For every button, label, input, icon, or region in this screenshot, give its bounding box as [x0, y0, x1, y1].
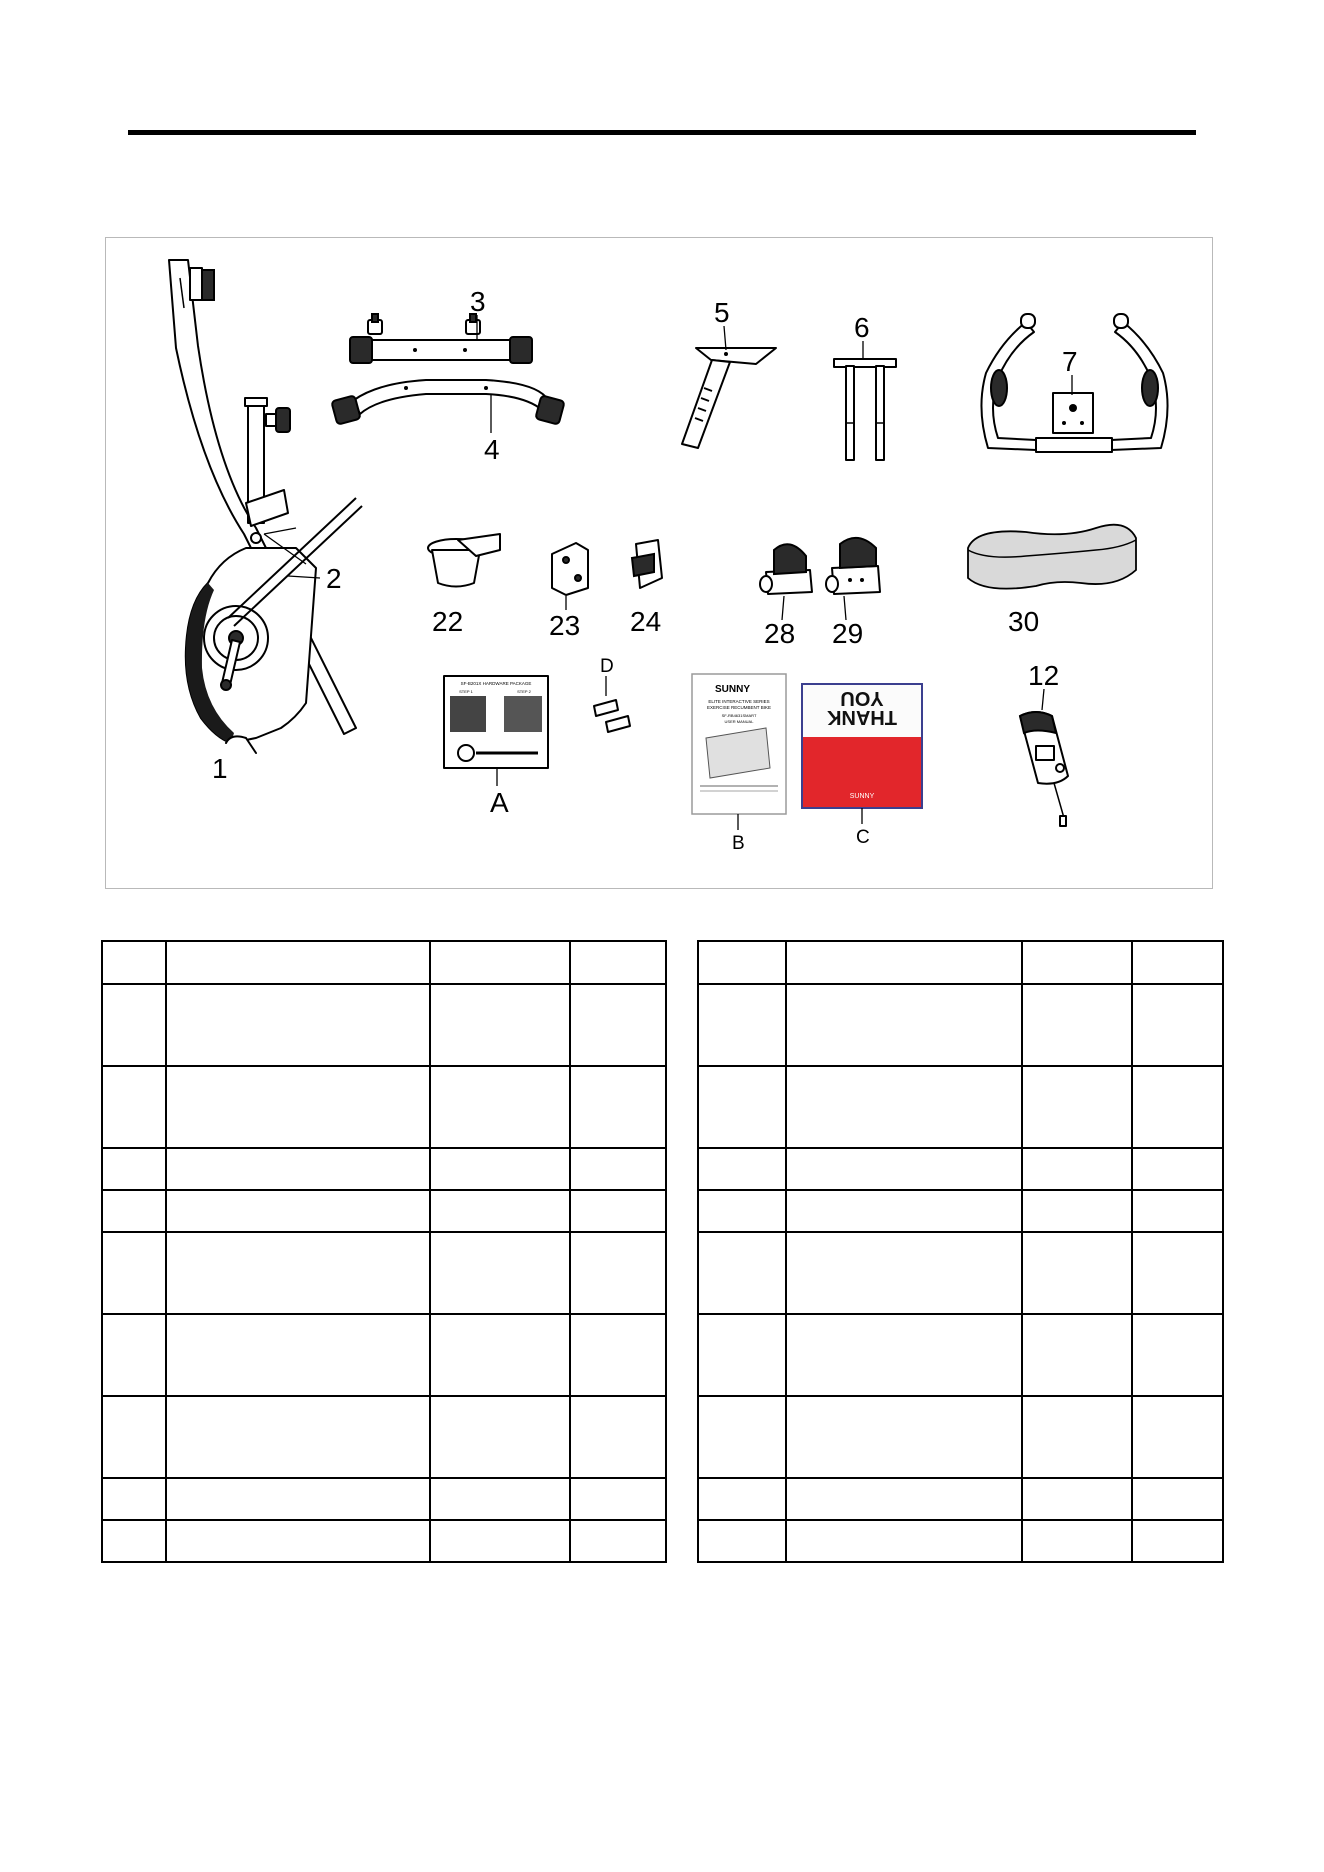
label-part-3: 3: [470, 286, 486, 317]
label-part-12: 12: [1028, 660, 1060, 691]
table-row: [698, 1520, 1223, 1562]
table-header-row: [102, 941, 666, 984]
rear-stabilizer-drawing: [350, 286, 532, 363]
label-part-2: 2: [326, 563, 342, 594]
table-row: [698, 1396, 1223, 1478]
manual-subtitle: USER MANUAL: [724, 719, 754, 724]
label-part-6: 6: [854, 312, 870, 343]
label-part-29: 29: [832, 618, 864, 649]
table-row: [102, 1314, 666, 1396]
main-frame-drawing: [169, 260, 362, 784]
table-row: [102, 1520, 666, 1562]
table-row: [102, 1478, 666, 1520]
manual-title-line2: EXERCISE RECUMBENT BIKE: [707, 705, 771, 710]
thank-you-word2: YOU: [840, 687, 884, 709]
table-row: [698, 1314, 1223, 1396]
thank-you-card-drawing: [802, 684, 922, 848]
handlebar-post-drawing: [834, 312, 896, 460]
table-row: [698, 1190, 1223, 1232]
table-row: [102, 1396, 666, 1478]
parts-table-right: [697, 940, 1224, 1563]
table-row: [698, 1066, 1223, 1148]
user-manual-drawing: [692, 674, 786, 854]
thank-you-word1: THANK: [827, 706, 897, 728]
label-part-4: 4: [484, 434, 500, 465]
manual-brand: SUNNY: [715, 684, 751, 695]
bracket-drawing: [549, 543, 588, 641]
label-part-5: 5: [714, 297, 730, 328]
manual-model: SF-RB4631SMART: [721, 713, 757, 718]
manual-title-line1: ELITE INTERACTIVE SERIES: [708, 699, 770, 704]
clamp-drawing: [630, 540, 662, 637]
seat-drawing: [968, 525, 1136, 637]
console-drawing: [1020, 660, 1068, 826]
table-header-row: [698, 941, 1223, 984]
table-row: [698, 1478, 1223, 1520]
label-part-28: 28: [764, 618, 796, 649]
thank-you-brand: SUNNY: [849, 793, 875, 800]
pedals-drawing: [760, 538, 880, 649]
spare-bolts-drawing: [594, 656, 630, 732]
parts-table-left: [101, 940, 667, 1563]
seat-post-drawing: [682, 297, 776, 448]
label-part-24: 24: [630, 606, 662, 637]
table-row: [102, 1148, 666, 1190]
label-part-1: 1: [212, 753, 228, 784]
hardware-card-title: SF-B201X HARDWARE PACKAGE: [460, 681, 532, 686]
label-part-7: 7: [1062, 346, 1078, 377]
hardware-card-step2: STEP 2: [517, 689, 531, 694]
handlebar-drawing: [981, 314, 1167, 452]
label-part-B: B: [732, 833, 745, 854]
hardware-card-drawing: [444, 676, 548, 818]
parts-diagram: [105, 237, 1213, 889]
table-row: [698, 1232, 1223, 1314]
table-row: [102, 1066, 666, 1148]
bottle-holder-drawing: [428, 534, 500, 637]
header-rule: [128, 130, 1196, 135]
table-row: [102, 984, 666, 1066]
table-row: [102, 1190, 666, 1232]
front-stabilizer-drawing: [331, 380, 564, 465]
label-part-A: A: [490, 787, 509, 818]
label-part-22: 22: [432, 606, 464, 637]
hardware-card-step1: STEP 1: [459, 689, 473, 694]
label-part-23: 23: [549, 610, 581, 641]
label-part-C: C: [856, 827, 870, 848]
label-part-30: 30: [1008, 606, 1040, 637]
label-part-D: D: [600, 656, 614, 677]
table-row: [698, 984, 1223, 1066]
table-row: [698, 1148, 1223, 1190]
table-row: [102, 1232, 666, 1314]
